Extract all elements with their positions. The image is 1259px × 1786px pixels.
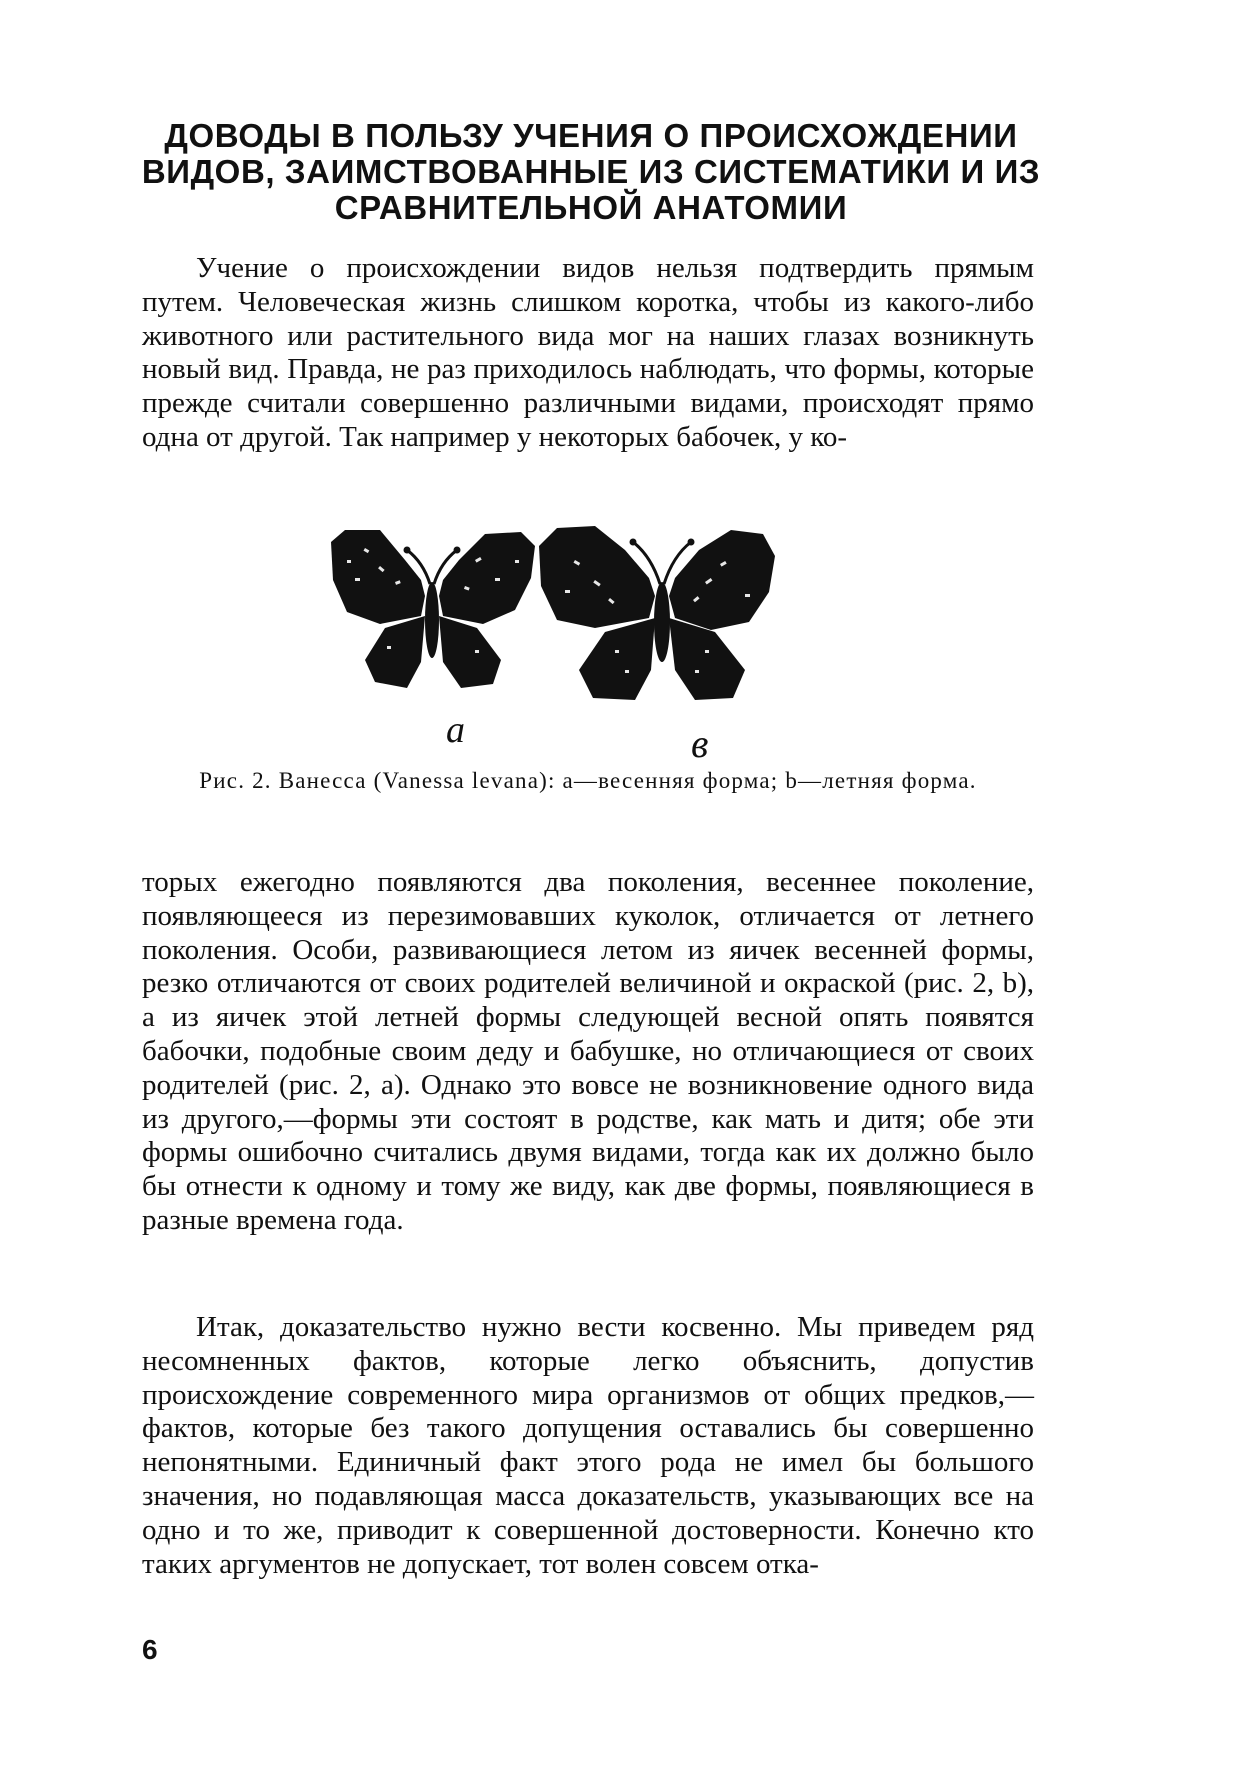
butterfly-a: [331, 530, 535, 688]
paragraph-1: Учение о происхождении видов нельзя подтвердить прямым путем. Человеческая жизнь слишком коротка, чтобы из какого-либо животного или растительного вида мог на наших глазах возникнуть новый вид. Правда, не раз приходилось наблюдать, что формы, которые прежде считали совершенно различными видами, происходят прямо одна от другой. Так например у некоторых бабочек, у ко-: [142, 252, 1034, 453]
figure-label-b: в: [691, 721, 709, 766]
butterfly-illustration: [325, 520, 845, 760]
chapter-title: [140, 118, 1042, 226]
butterfly-b: [539, 526, 775, 700]
chapter-title-line-2: ВИДОВ, ЗАИМСТВОВАННЫЕ ИЗ СИСТЕМАТИКИ И ИЗ: [141, 153, 1041, 190]
chapter-title-line-3: СРАВНИТЕЛЬНОЙ АНАТОМИИ: [334, 189, 848, 226]
butterfly-figure: [325, 520, 845, 766]
figure-caption: Рис. 2. Ванесса (Vanessa levana): а—весенняя форма; b—летняя форма.: [199, 768, 977, 793]
paragraph-3: Итак, доказательство нужно вести косвенно. Мы приведем ряд несомненных фактов, которые легко объяснить, допустив происхождение современного мира организмов от общих предков,—фактов, которые без такого допущения оставались бы совершенно непонятными. Единичный факт этого рода не имел бы большого значения, но подавляющая масса доказательств, указывающих все на одно и то же, приводит к совершенной достоверности. Конечно кто таких аргументов не допускает, тот волен совсем отка-: [142, 1311, 1034, 1580]
paragraph-2: торых ежегодно появляются два поколения, весеннее поколение, появляющееся из перезимовавших куколок, отличается от летнего поколения. Особи, развивающиеся летом из яичек весенней формы, резко отличаются от своих родителей величиной и окраской (рис. 2, b), а из яичек этой летней формы следующей весной опять появятся бабочки, подобные своим деду и бабушке, но отличающиеся от своих родителей (рис. 2, а). Однако это вовсе не возникновение одного вида из другого,—формы эти состоят в родстве, как мать и дитя; обе эти формы ошибочно считались двумя видами, тогда как их должно было бы отнести к одному и тому же виду, как две формы, появляющиеся в разные времена года.: [142, 866, 1034, 1236]
figure-label-a: а: [446, 709, 465, 751]
chapter-title-line-1: ДОВОДЫ В ПОЛЬЗУ УЧЕНИЯ О ПРОИСХОЖДЕНИИ: [164, 117, 1018, 154]
page-number: 6: [142, 1634, 158, 1665]
